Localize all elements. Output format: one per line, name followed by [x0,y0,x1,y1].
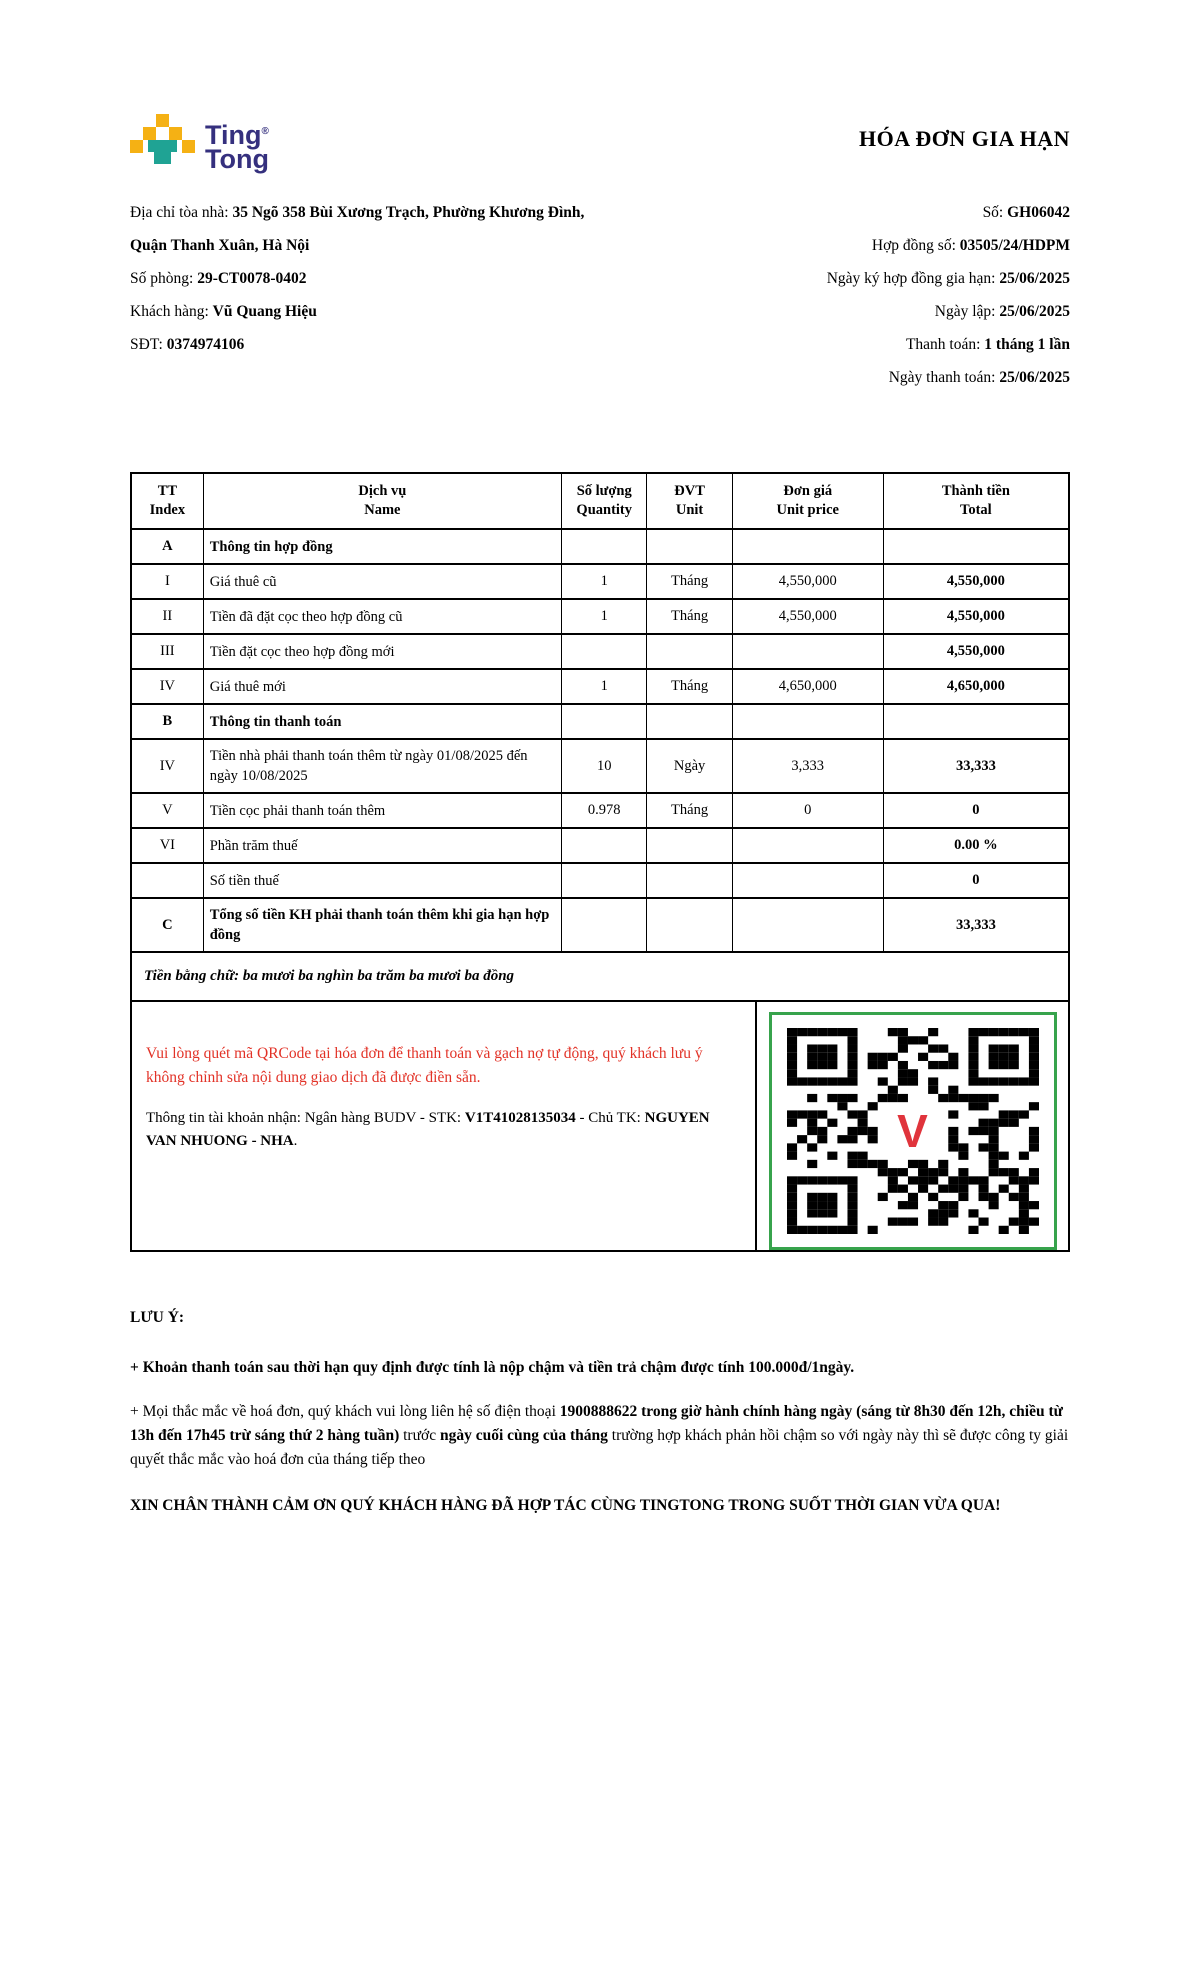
tingtong-logo-icon [130,112,196,174]
cell-quantity [562,704,647,739]
closing-note: XIN CHÂN THÀNH CẢM ƠN QUÝ KHÁCH HÀNG ĐÃ HỢP TÁC CÙNG TINGTONG TRONG SUỐT THỜI GIAN VỪA QUA! [130,1497,1001,1514]
account-holder: NGUYEN VAN NHUONG - NHA [146,1110,710,1149]
table-row [131,634,1069,669]
cell-total [883,704,1069,739]
building-info [130,196,600,394]
cell-total: 4,550,000 [883,599,1069,634]
cell-quantity: 1 [562,599,647,634]
cell-index: IV [131,739,203,793]
column-header: TT Index [131,473,203,529]
qr-cell [755,1002,1068,1250]
column-header: Số lượng Quantity [562,473,647,529]
cell-total: 0.00 % [883,828,1069,863]
cell-unit-price: 4,650,000 [732,669,883,704]
cell-total: 4,650,000 [883,669,1069,704]
cell-unit: Tháng [647,793,732,828]
cell-name: Thông tin thanh toán [203,704,561,739]
notes-heading: LƯU Ý: [130,1309,185,1326]
cell-index: IV [131,669,203,704]
building-address: Địa chỉ tòa nhà: 35 Ngõ 358 Bùi Xương Trạch, Phường Khương Đình, Quận Thanh Xuân, Hà Nội [130,204,585,254]
cell-unit-price [732,898,883,952]
customer-phone: SĐT: 0374974106 [130,336,245,353]
column-header: ĐVT Unit [647,473,732,529]
cell-quantity [562,529,647,564]
cell-total: 33,333 [883,898,1069,952]
cell-name: Tiền đã đặt cọc theo hợp đồng cũ [203,599,561,634]
table-row [131,704,1069,739]
invoice-table [130,472,1070,953]
cell-index: V [131,793,203,828]
table-row [131,863,1069,898]
page-title: HÓA ĐƠN GIA HẠN [858,126,1070,151]
cell-total: 0 [883,793,1069,828]
column-header: Dịch vụ Name [203,473,561,529]
cell-quantity: 1 [562,564,647,599]
late-fee-note: + Khoản thanh toán sau thời hạn quy định được tính là nộp chậm và tiền trả chậm được tính 100.000đ/1ngày. [130,1359,855,1376]
cell-unit [647,828,732,863]
cell-index: VI [131,828,203,863]
cell-unit-price [732,529,883,564]
cell-unit-price [732,704,883,739]
cell-unit [647,634,732,669]
cell-unit-price: 4,550,000 [732,564,883,599]
payment-cycle: Thanh toán: 1 tháng 1 lần [905,336,1070,353]
cell-index: II [131,599,203,634]
renewal-sign-date: Ngày ký hợp đồng gia hạn: 25/06/2025 [826,270,1070,287]
cell-name: Giá thuê mới [203,669,561,704]
table-row [131,529,1069,564]
invoice-table-header-row [131,473,1069,529]
contact-note: + Mọi thắc mắc về hoá đơn, quý khách vui lòng liên hệ số điện thoại 1900888622 trong giờ hành chính hàng ngày (sáng từ 8h30 đến 12h, chiều từ 13h đến 17h45 trừ sáng thứ 2 hàng tuần) trước ngày cuối cùng của tháng trường hợp khách phản hồi chậm so với ngày này thì sẽ được công ty giải quyết thắc mắc vào hoá đơn của tháng tiếp theo [130,1403,1069,1468]
payment-instructions [132,1002,755,1250]
cell-unit [647,704,732,739]
invoice-table-body [131,529,1069,952]
cell-unit: Ngày [647,739,732,793]
column-header: Đơn giá Unit price [732,473,883,529]
notes-section [130,1306,1070,1518]
cell-total: 4,550,000 [883,564,1069,599]
cell-unit-price: 3,333 [732,739,883,793]
column-header: Thành tiền Total [883,473,1069,529]
room-number: Số phòng: 29-CT0078-0402 [130,270,307,287]
table-row [131,599,1069,634]
cell-quantity [562,828,647,863]
cell-name: Phần trăm thuế [203,828,561,863]
customer-name: Khách hàng: Vũ Quang Hiệu [130,303,317,320]
cell-quantity [562,634,647,669]
account-info: Thông tin tài khoản nhận: Ngân hàng BUDV - STK: V1T41028135034 - Chủ TK: NGUYEN VAN NHUONG - NHA. [146,1110,710,1149]
cell-total: 33,333 [883,739,1069,793]
cell-unit: Tháng [647,564,732,599]
cell-unit [647,898,732,952]
table-row [131,669,1069,704]
cell-index: A [131,529,203,564]
invoice-info [600,196,1070,394]
cell-name: Tiền cọc phải thanh toán thêm [203,793,561,828]
cell-unit-price [732,828,883,863]
registered-trademark: ® [261,126,269,137]
qr-scan-note: Vui lòng quét mã QRCode tại hóa đơn để thanh toán và gạch nợ tự động, quý khách lưu ý không chỉnh sửa nội dung giao dịch đã được điền sẵn. [146,1045,703,1086]
invoice-number: Số: GH06042 [982,204,1070,221]
table-row [131,828,1069,863]
cell-total: 0 [883,863,1069,898]
cell-unit: Tháng [647,599,732,634]
issue-date: Ngày lập: 25/06/2025 [934,303,1070,320]
cell-quantity [562,863,647,898]
cell-quantity [562,898,647,952]
cell-unit-price [732,863,883,898]
qr-center-logo: V [886,1106,940,1156]
info-section [130,196,1070,394]
cell-index: III [131,634,203,669]
brand-logo [130,112,269,174]
payment-box [130,1002,1070,1252]
cell-quantity: 10 [562,739,647,793]
table-row [131,739,1069,793]
cell-unit-price: 4,550,000 [732,599,883,634]
table-row [131,898,1069,952]
cell-index: B [131,704,203,739]
cell-unit-price: 0 [732,793,883,828]
payment-date: Ngày thanh toán: 25/06/2025 [888,369,1070,386]
table-row [131,793,1069,828]
cell-total: 4,550,000 [883,634,1069,669]
cell-unit: Tháng [647,669,732,704]
contract-number: Hợp đồng số: 03505/24/HDPM [871,237,1070,254]
amount-in-words: Tiền bằng chữ: ba mươi ba nghìn ba trăm ba mươi ba đồng [130,953,1070,1002]
cell-total [883,529,1069,564]
cell-name: Giá thuê cũ [203,564,561,599]
cell-quantity: 0.978 [562,793,647,828]
cell-name: Tiền nhà phải thanh toán thêm từ ngày 01/08/2025 đến ngày 10/08/2025 [203,739,561,793]
cell-index: C [131,898,203,952]
account-number: V1T41028135034 [464,1110,576,1126]
cell-index: I [131,564,203,599]
cell-name: Tiền đặt cọc theo hợp đồng mới [203,634,561,669]
cell-unit-price [732,634,883,669]
cell-unit [647,529,732,564]
qr-frame [769,1012,1057,1250]
cell-quantity: 1 [562,669,647,704]
page-header [130,112,1070,186]
cell-unit [647,863,732,898]
cell-index [131,863,203,898]
cell-name: Số tiền thuế [203,863,561,898]
table-row [131,564,1069,599]
brand-name: Ting® Tong [205,120,269,174]
cell-name: Thông tin hợp đồng [203,529,561,564]
cell-name: Tổng số tiền KH phải thanh toán thêm khi gia hạn hợp đồng [203,898,561,952]
